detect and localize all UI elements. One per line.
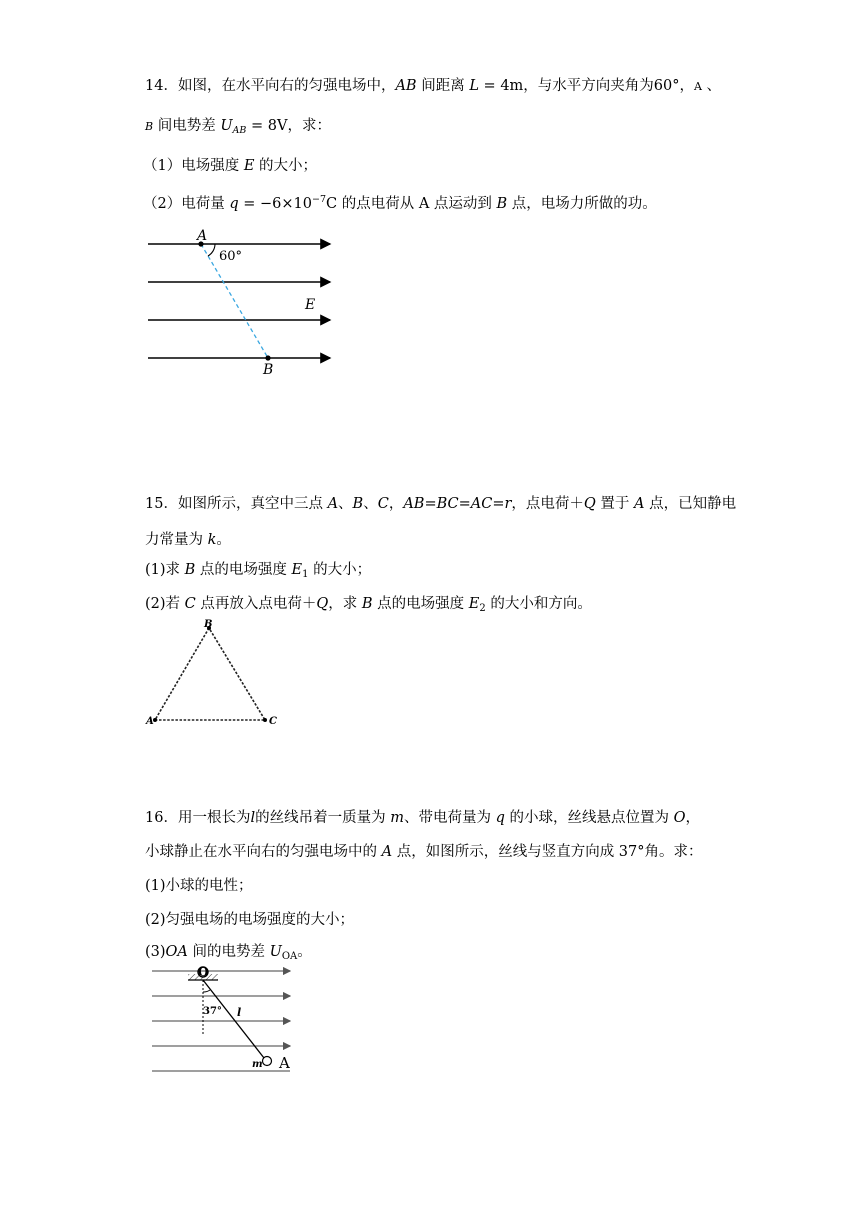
q16-figure: [148, 964, 308, 1079]
q16-line1: 16．用一根长为l的丝线吊着一质量为 m、带电荷量为 q 的小球，丝线悬点位置为 O，: [145, 810, 700, 826]
q15-figure: [145, 616, 285, 736]
triangle-abc: [155, 628, 265, 720]
q14-number: 14．: [145, 78, 178, 94]
label-a: A: [197, 228, 208, 244]
q15-line1: 15．如图所示，真空中三点 A、B、C，AB=BC=AC=r，点电荷＋Q 置于 A 点，已知静电: [145, 496, 737, 512]
label-b: B: [263, 362, 274, 378]
point-b: [265, 355, 270, 360]
label-c: C: [269, 716, 277, 727]
label-b: B: [204, 619, 213, 630]
label-a: A: [146, 716, 154, 727]
q16-item1: (1)小球的电性；: [145, 878, 253, 894]
q14-line2: B 间电势差 $U_{AB} = 8V$，求：: [145, 118, 331, 136]
q14-item2: （2）电荷量 $q = -6\times 10^{-7}C$ 的点电荷从 A 点运动到 B 点，电场力所做的功。: [143, 194, 657, 212]
label-angle: 37°: [203, 1006, 222, 1017]
angle-arc: [203, 990, 210, 992]
q14-line1: 14．如图，在水平向右的匀强电场中，AB 间距离 L = 4m，与水平方向夹角为60°，A 、: [145, 78, 722, 94]
q14-item1: （1）电场强度 E 的大小；: [143, 158, 318, 174]
point-c: [263, 718, 267, 722]
q16-line2: 小球静止在水平向右的匀强电场中的 A 点，如图所示，丝线与竖直方向成 37°角。求：: [145, 844, 703, 860]
label-angle: 60°: [219, 249, 243, 264]
label-m: m: [252, 1059, 263, 1070]
q16-item3: (3)OA 间的电势差 $U_{OA}$。: [145, 944, 312, 962]
q15-item2: (2)若 C 点再放入点电荷＋Q，求 B 点的电场强度 $E_2$ 的大小和方向。: [145, 596, 592, 614]
label-l: l: [237, 1006, 242, 1019]
ball: [263, 1057, 272, 1066]
label-e: E: [305, 297, 316, 313]
q16-item2: (2)匀强电场的电场强度的大小；: [145, 912, 355, 928]
q15-number: 15．: [145, 496, 178, 512]
label-o: O: [198, 965, 209, 979]
q16-number: 16．: [145, 810, 178, 826]
q15-item1: (1)求 B 点的电场强度 $E_1$ 的大小；: [145, 562, 372, 580]
q14-figure: [145, 228, 345, 378]
label-a: A: [279, 1054, 290, 1072]
angle-arc: [208, 244, 215, 256]
q15-line2: 力常量为 k。: [145, 532, 231, 548]
